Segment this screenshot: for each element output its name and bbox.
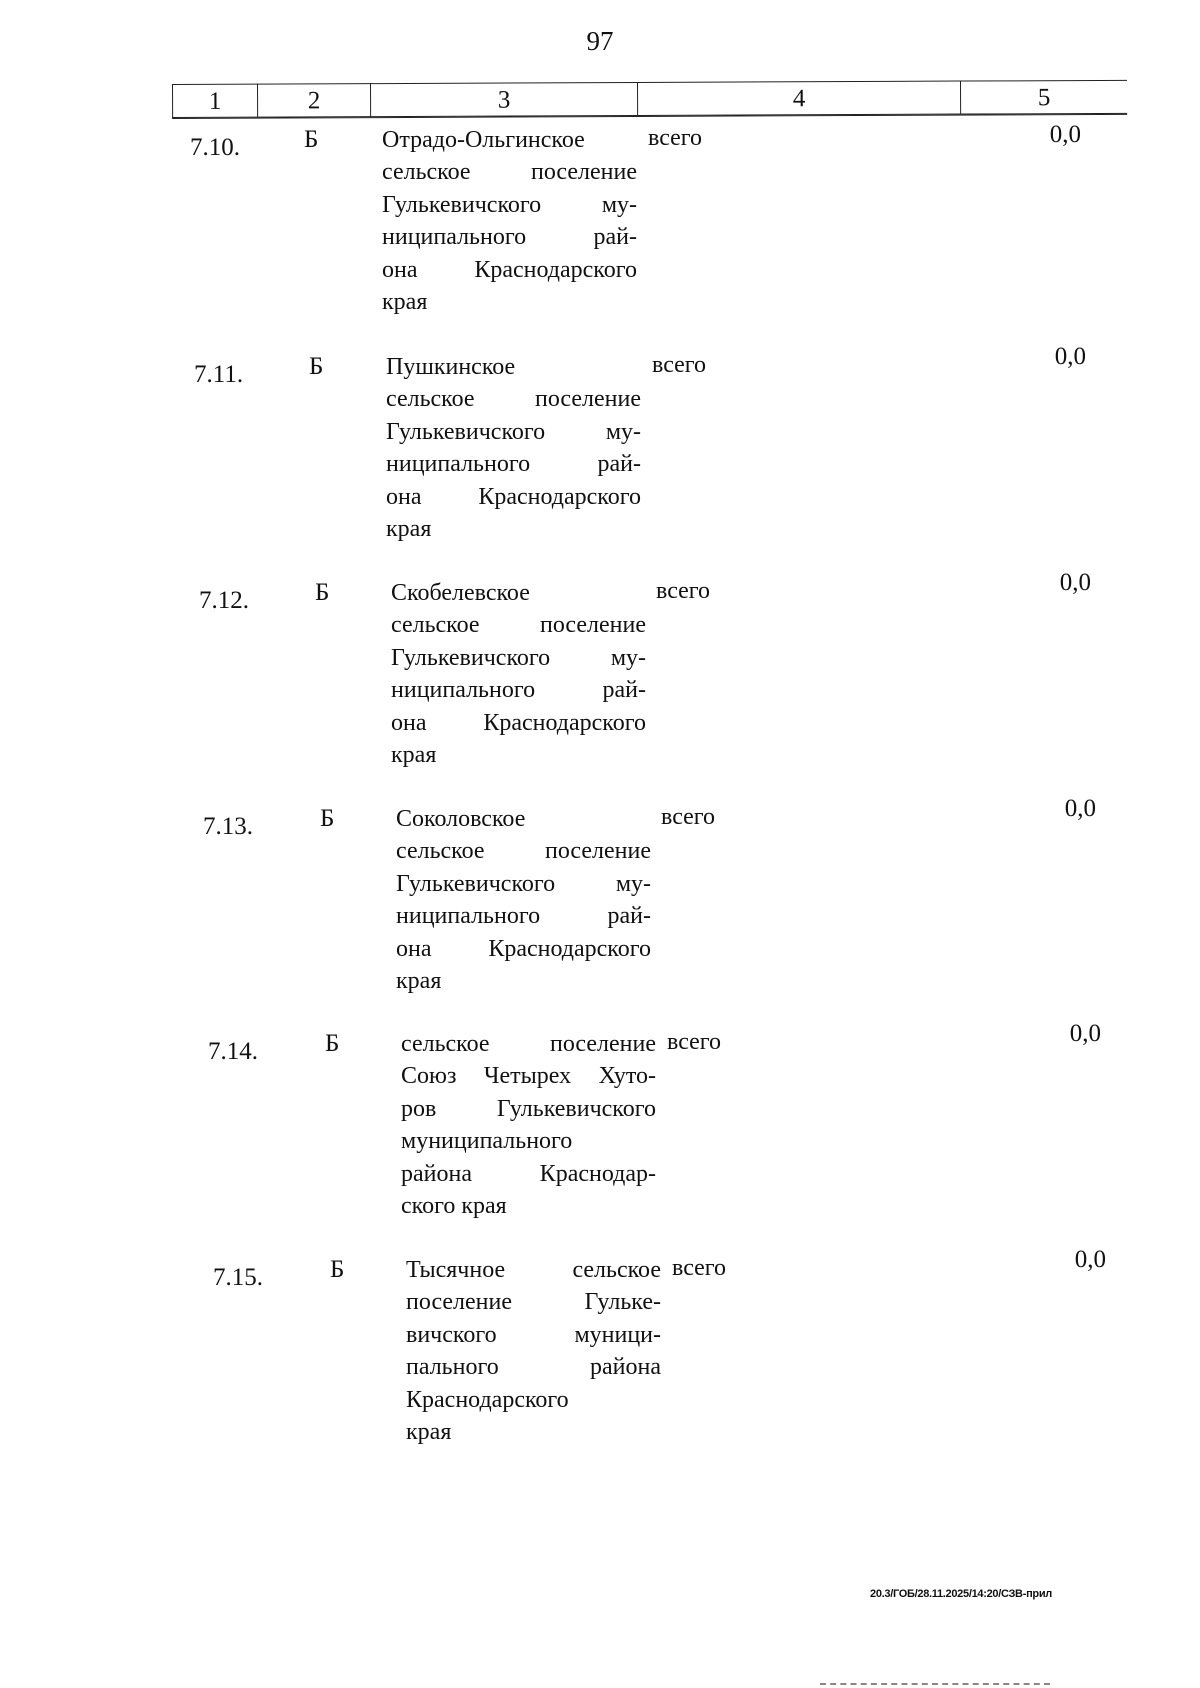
row-code: Б xyxy=(330,1256,345,1283)
row-name-line: она Краснодарского xyxy=(391,709,646,736)
row-name-line: края xyxy=(386,516,432,543)
row-name-line: ниципального рай- xyxy=(386,451,641,478)
row-name-line: Гулькевичского му- xyxy=(396,870,651,897)
row-value: 0,0 xyxy=(1074,1246,1106,1273)
page-edge-dash xyxy=(820,1683,1050,1685)
header-col-5: 5 xyxy=(960,80,1127,115)
row-name-line: поселение Гульке- xyxy=(406,1289,661,1316)
row-code: Б xyxy=(320,805,335,832)
table-header xyxy=(172,80,1127,122)
row-code: Б xyxy=(309,353,324,380)
row-number: 7.15. xyxy=(213,1264,263,1291)
row-name-line: сельское поселение xyxy=(401,1031,656,1057)
row-name-line: района Краснодар- xyxy=(401,1160,656,1187)
row-name-line: муниципального xyxy=(401,1128,573,1155)
row-name-line: ниципального рай- xyxy=(396,903,651,930)
header-col-3: 3 xyxy=(370,82,637,117)
row-value: 0,0 xyxy=(1054,343,1086,370)
row-name-line: Отрадо-Ольгинское xyxy=(382,127,585,153)
row-name-line: ского края xyxy=(401,1193,507,1220)
row-name-line: ниципального рай- xyxy=(382,224,637,251)
row-name-line: края xyxy=(406,1419,452,1446)
row-name-line: края xyxy=(396,968,442,995)
row-total-label: всего xyxy=(648,125,703,151)
row-number: 7.14. xyxy=(208,1038,258,1065)
row-name-line: сельское поселение xyxy=(382,159,637,186)
header-col-4: 4 xyxy=(637,81,960,116)
row-value: 0,0 xyxy=(1069,1020,1101,1047)
row-name-line: ров Гулькевичского xyxy=(401,1095,656,1122)
row-name-line: края xyxy=(391,742,437,769)
row-value: 0,0 xyxy=(1064,795,1096,822)
row-number: 7.12. xyxy=(199,587,249,614)
row-name xyxy=(382,124,637,318)
row-total-label: всего xyxy=(672,1255,727,1281)
header-col-2: 2 xyxy=(257,83,370,117)
row-total-label: всего xyxy=(652,352,707,378)
page-number: 97 xyxy=(586,26,614,56)
row-code: Б xyxy=(315,579,330,606)
row-value: 0,0 xyxy=(1049,121,1081,148)
row-name-line: Гулькевичского му- xyxy=(391,644,646,671)
row-name-line: сельское поселение xyxy=(396,838,651,865)
row-name xyxy=(386,351,641,545)
row-name xyxy=(391,577,646,771)
row-name-line: она Краснодарского xyxy=(386,483,641,510)
row-number: 7.11. xyxy=(194,361,244,388)
row-name-line: вичского муници- xyxy=(406,1321,661,1348)
row-name-line: Скобелевское xyxy=(391,580,530,606)
row-name xyxy=(396,803,651,997)
row-name-line: Краснодарского xyxy=(406,1386,569,1413)
row-name xyxy=(401,1028,656,1222)
row-code: Б xyxy=(304,126,319,153)
row-number: 7.13. xyxy=(203,813,253,840)
row-name-line: ниципального рай- xyxy=(391,677,646,704)
row-name-line: сельское поселение xyxy=(391,612,646,639)
row-name-line: Гулькевичского му- xyxy=(386,418,641,445)
row-name-line: Гулькевичского му- xyxy=(382,191,637,218)
row-name-line: края xyxy=(382,289,428,316)
row-name xyxy=(406,1254,661,1448)
row-name-line: пального района xyxy=(406,1354,661,1381)
row-total-label: всего xyxy=(656,578,711,604)
document-stamp: 20.3/ГОБ/28.11.2025/14:20/СЗВ-прил xyxy=(870,1588,1052,1600)
row-total-label: всего xyxy=(667,1029,722,1055)
row-name-line: Союз Четырех Хуто- xyxy=(401,1063,656,1090)
row-value: 0,0 xyxy=(1059,569,1091,596)
row-name-line: Тысячное сельское xyxy=(406,1257,661,1283)
row-name-line: она Краснодарского xyxy=(396,935,651,962)
row-code: Б xyxy=(325,1030,340,1057)
row-number: 7.10. xyxy=(190,134,240,161)
row-total-label: всего xyxy=(661,804,716,830)
row-name-line: Соколовское xyxy=(396,806,526,832)
row-name-line: она Краснодарского xyxy=(382,256,637,283)
row-name-line: сельское поселение xyxy=(386,386,641,413)
row-name-line: Пушкинское xyxy=(386,354,516,380)
header-col-1: 1 xyxy=(172,84,257,118)
